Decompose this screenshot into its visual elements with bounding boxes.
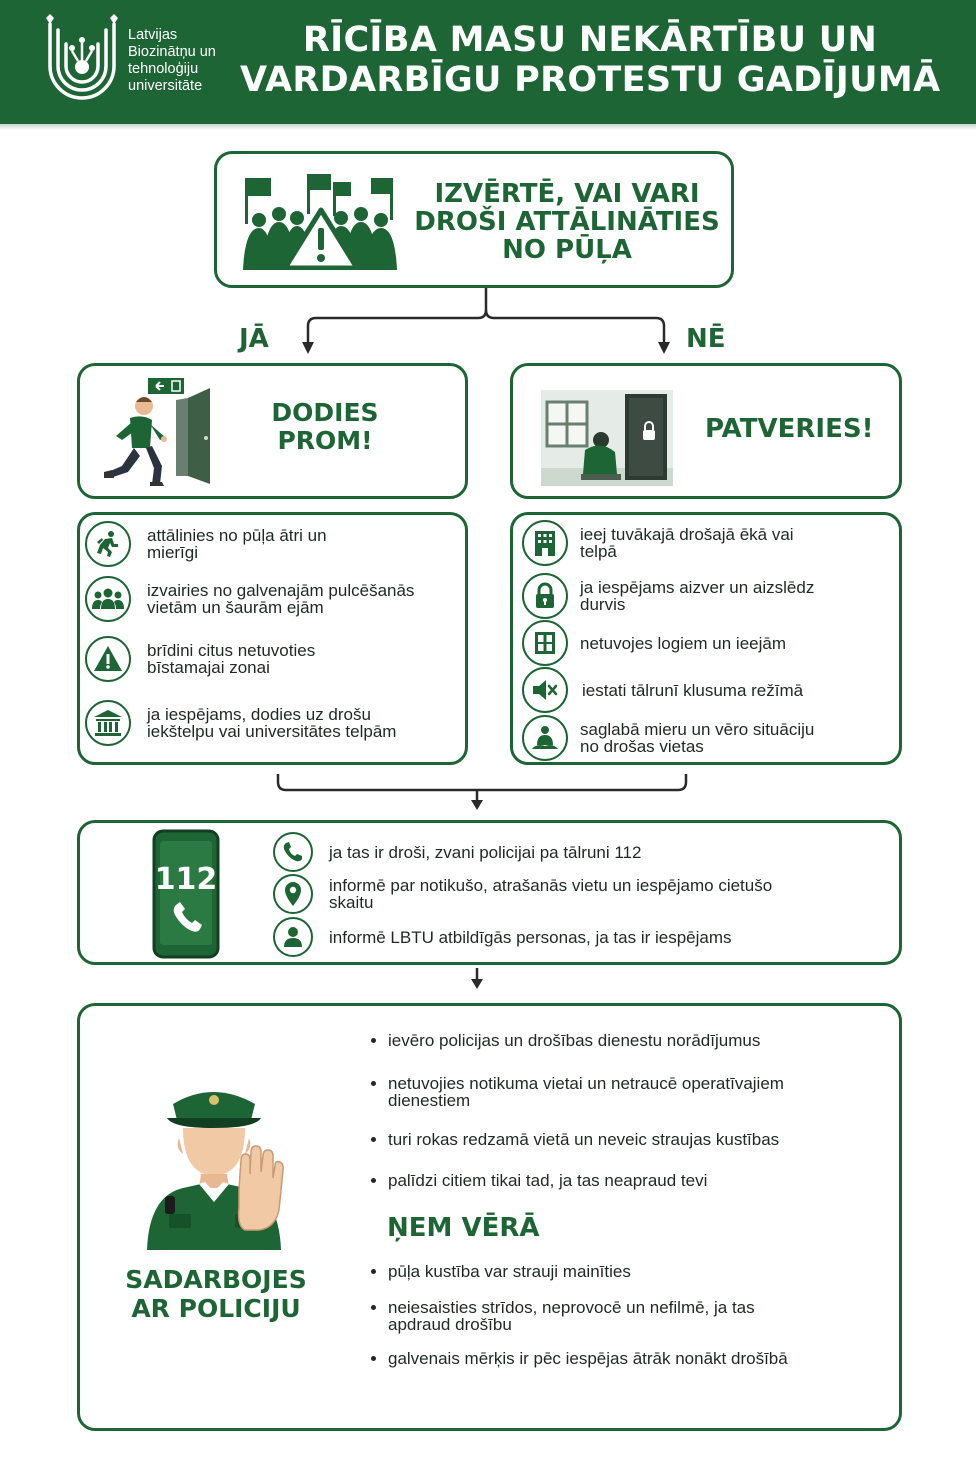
mute-speaker-icon	[522, 667, 568, 713]
university-name-line: universitāte	[128, 78, 203, 94]
list-item-line: saglabā mieru un vēro situāciju	[580, 720, 815, 739]
bullet-line: galvenais mērķis ir pēc iespējas ātrāk nonākt drošībā	[388, 1349, 788, 1368]
bullet-dot	[371, 1356, 376, 1361]
list-item-text	[582, 682, 803, 699]
list-item-line: netuvojes logiem un ieejām	[580, 633, 787, 653]
bullet-dot	[371, 1305, 376, 1310]
leave-title	[260, 399, 390, 455]
window-icon	[522, 620, 568, 666]
bullet-text	[388, 1032, 760, 1049]
list-item-text	[329, 929, 732, 946]
list-item	[522, 620, 786, 666]
list-item-text	[147, 582, 414, 616]
list-item-text	[147, 527, 327, 561]
bullet-line: pūļa kustība var strauji mainīties	[388, 1262, 631, 1281]
bullet-line: ievēro policijas un drošības dienestu norādījumus	[388, 1031, 761, 1050]
leave-title-line: PROM!	[277, 426, 373, 455]
police-officer-icon	[143, 1078, 289, 1250]
list-item-line: attālinies no pūļa ātri un	[147, 526, 327, 545]
bullet-text	[388, 1075, 784, 1109]
bullet-dot	[371, 1038, 376, 1043]
bullet-line: turi rokas redzamā vietā un neveic straujas kustības	[388, 1130, 780, 1149]
page-title	[240, 20, 940, 100]
list-item	[522, 520, 794, 566]
branch-connector	[290, 288, 680, 356]
list-item-line: ja iespējams aizver un aizslēdz	[580, 578, 815, 597]
decision-box	[214, 151, 734, 288]
university-name-line: Latvijas	[128, 27, 178, 43]
yes-label: JĀ	[239, 324, 269, 354]
header-divider	[0, 124, 976, 130]
merge-connector	[272, 770, 692, 812]
bullet-item	[371, 1131, 779, 1148]
list-item	[522, 667, 803, 713]
list-item	[85, 521, 327, 567]
list-item-line: iekštelpu vai universitātes telpām	[147, 722, 397, 741]
down-arrow	[470, 968, 484, 990]
person-icon	[273, 917, 313, 957]
list-item-line: bīstamajai zonai	[147, 658, 270, 677]
list-item	[522, 573, 814, 619]
note-title: ŅEM VĒRĀ	[387, 1213, 540, 1243]
police-title-line: AR POLICIJU	[131, 1294, 301, 1323]
bullet-dot	[371, 1081, 376, 1086]
phone-112-icon	[152, 829, 220, 959]
university-name	[128, 27, 216, 95]
no-label: NĒ	[686, 324, 726, 354]
bullet-item	[371, 1263, 631, 1280]
list-item-line: ja tas ir droši, zvani policijai pa tālruni 112	[329, 842, 642, 862]
list-item-line: no drošas vietas	[580, 737, 704, 756]
bullet-item	[371, 1075, 784, 1109]
bullet-line: neiesaisties strīdos, neprovocē un nefilmē, ja tas	[388, 1298, 755, 1317]
list-item-line: telpā	[580, 542, 617, 561]
police-title	[111, 1265, 321, 1323]
bullet-line: apdraud drošību	[388, 1315, 512, 1334]
list-item-line: izvairies no galvenajām pulcēšanās	[147, 581, 415, 600]
phone-icon	[273, 832, 313, 872]
header-bar	[0, 0, 976, 124]
list-item-line: informē par notikušo, atrašanās vietu un iespējamo cietušo	[329, 876, 773, 895]
university-building-icon	[85, 700, 131, 746]
list-item-line: skaitu	[329, 893, 374, 912]
bullet-text	[388, 1299, 755, 1333]
list-item-text	[329, 844, 641, 861]
bullet-item	[371, 1350, 788, 1367]
call-box	[77, 820, 902, 965]
list-item-line: informē LBTU atbildīgās personas, ja tas ir iespējams	[329, 927, 732, 947]
list-item-text	[580, 635, 786, 652]
exit-running-icon	[92, 376, 217, 488]
list-item	[273, 832, 641, 872]
bullet-line: palīdzi citiem tikai tad, ja tas neapraud tevi	[388, 1171, 708, 1190]
calm-person-icon	[522, 715, 568, 761]
phone-number-label: 112	[154, 862, 218, 897]
list-item	[85, 636, 315, 682]
list-item-line: durvis	[580, 595, 626, 614]
decision-title-line: DROŠI ATTĀLINĀTIES	[414, 207, 720, 237]
bullet-line: netuvojies notikuma vietai un netraucē operatīvajiem	[388, 1074, 784, 1093]
page-title-line: VARDARBĪGU PROTESTU GADĪJUMĀ	[240, 60, 941, 100]
list-item	[273, 917, 732, 957]
list-item-line: ieej tuvākajā drošajā ēkā vai	[580, 525, 794, 544]
bullet-dot	[371, 1137, 376, 1142]
shelter-actions-list	[510, 512, 902, 765]
shelter-title: PATVERIES!	[705, 414, 874, 444]
bullet-text	[388, 1172, 707, 1189]
police-title-line: SADARBOJES	[125, 1265, 307, 1294]
shelter-room-icon	[541, 390, 673, 486]
shelter-box	[510, 363, 902, 499]
university-logo	[44, 14, 120, 108]
bullet-text	[388, 1131, 779, 1148]
bullet-dot	[371, 1178, 376, 1183]
list-item-text	[580, 526, 794, 560]
lock-icon	[522, 573, 568, 619]
location-pin-icon	[273, 874, 313, 914]
list-item	[522, 715, 814, 761]
page-title-line: RĪCĪBA MASU NEKĀRTĪBU UN	[302, 20, 878, 60]
list-item-line: iestati tālrunī klusuma režīmā	[582, 680, 804, 700]
group-people-icon	[85, 576, 131, 622]
bullet-item	[371, 1299, 755, 1333]
crowd-protest-icon	[237, 170, 405, 270]
running-person-icon	[85, 521, 131, 567]
leave-box	[77, 363, 468, 499]
list-item-text	[580, 721, 814, 755]
bullet-item	[371, 1172, 707, 1189]
building-icon	[522, 520, 568, 566]
leave-title-line: DODIES	[271, 398, 379, 427]
warning-icon	[85, 636, 131, 682]
decision-title-line: NO PŪĻA	[502, 235, 632, 265]
list-item-line: vietām un šaurām ejām	[147, 598, 324, 617]
bullet-line: dienestiem	[388, 1091, 471, 1110]
list-item-line: brīdini citus netuvoties	[147, 641, 316, 660]
bullet-dot	[371, 1269, 376, 1274]
decision-title	[407, 180, 727, 264]
list-item	[85, 576, 414, 622]
leave-actions-list	[77, 512, 468, 765]
bullet-text	[388, 1350, 788, 1367]
list-item-line: ja iespējams, dodies uz drošu	[147, 705, 371, 724]
list-item-text	[329, 877, 772, 911]
university-name-line: tehnoloģiju	[128, 61, 199, 77]
list-item-text	[147, 642, 315, 676]
list-item	[85, 700, 396, 746]
list-item-line: mierīgi	[147, 543, 199, 562]
university-name-line: Biozinātņu un	[128, 44, 216, 60]
bullet-item	[371, 1032, 760, 1049]
list-item	[273, 874, 772, 914]
bullet-text	[388, 1263, 631, 1280]
list-item-text	[580, 579, 814, 613]
decision-title-line: IZVĒRTĒ, VAI VARI	[434, 179, 700, 209]
police-box	[77, 1003, 902, 1431]
list-item-text	[147, 706, 396, 740]
